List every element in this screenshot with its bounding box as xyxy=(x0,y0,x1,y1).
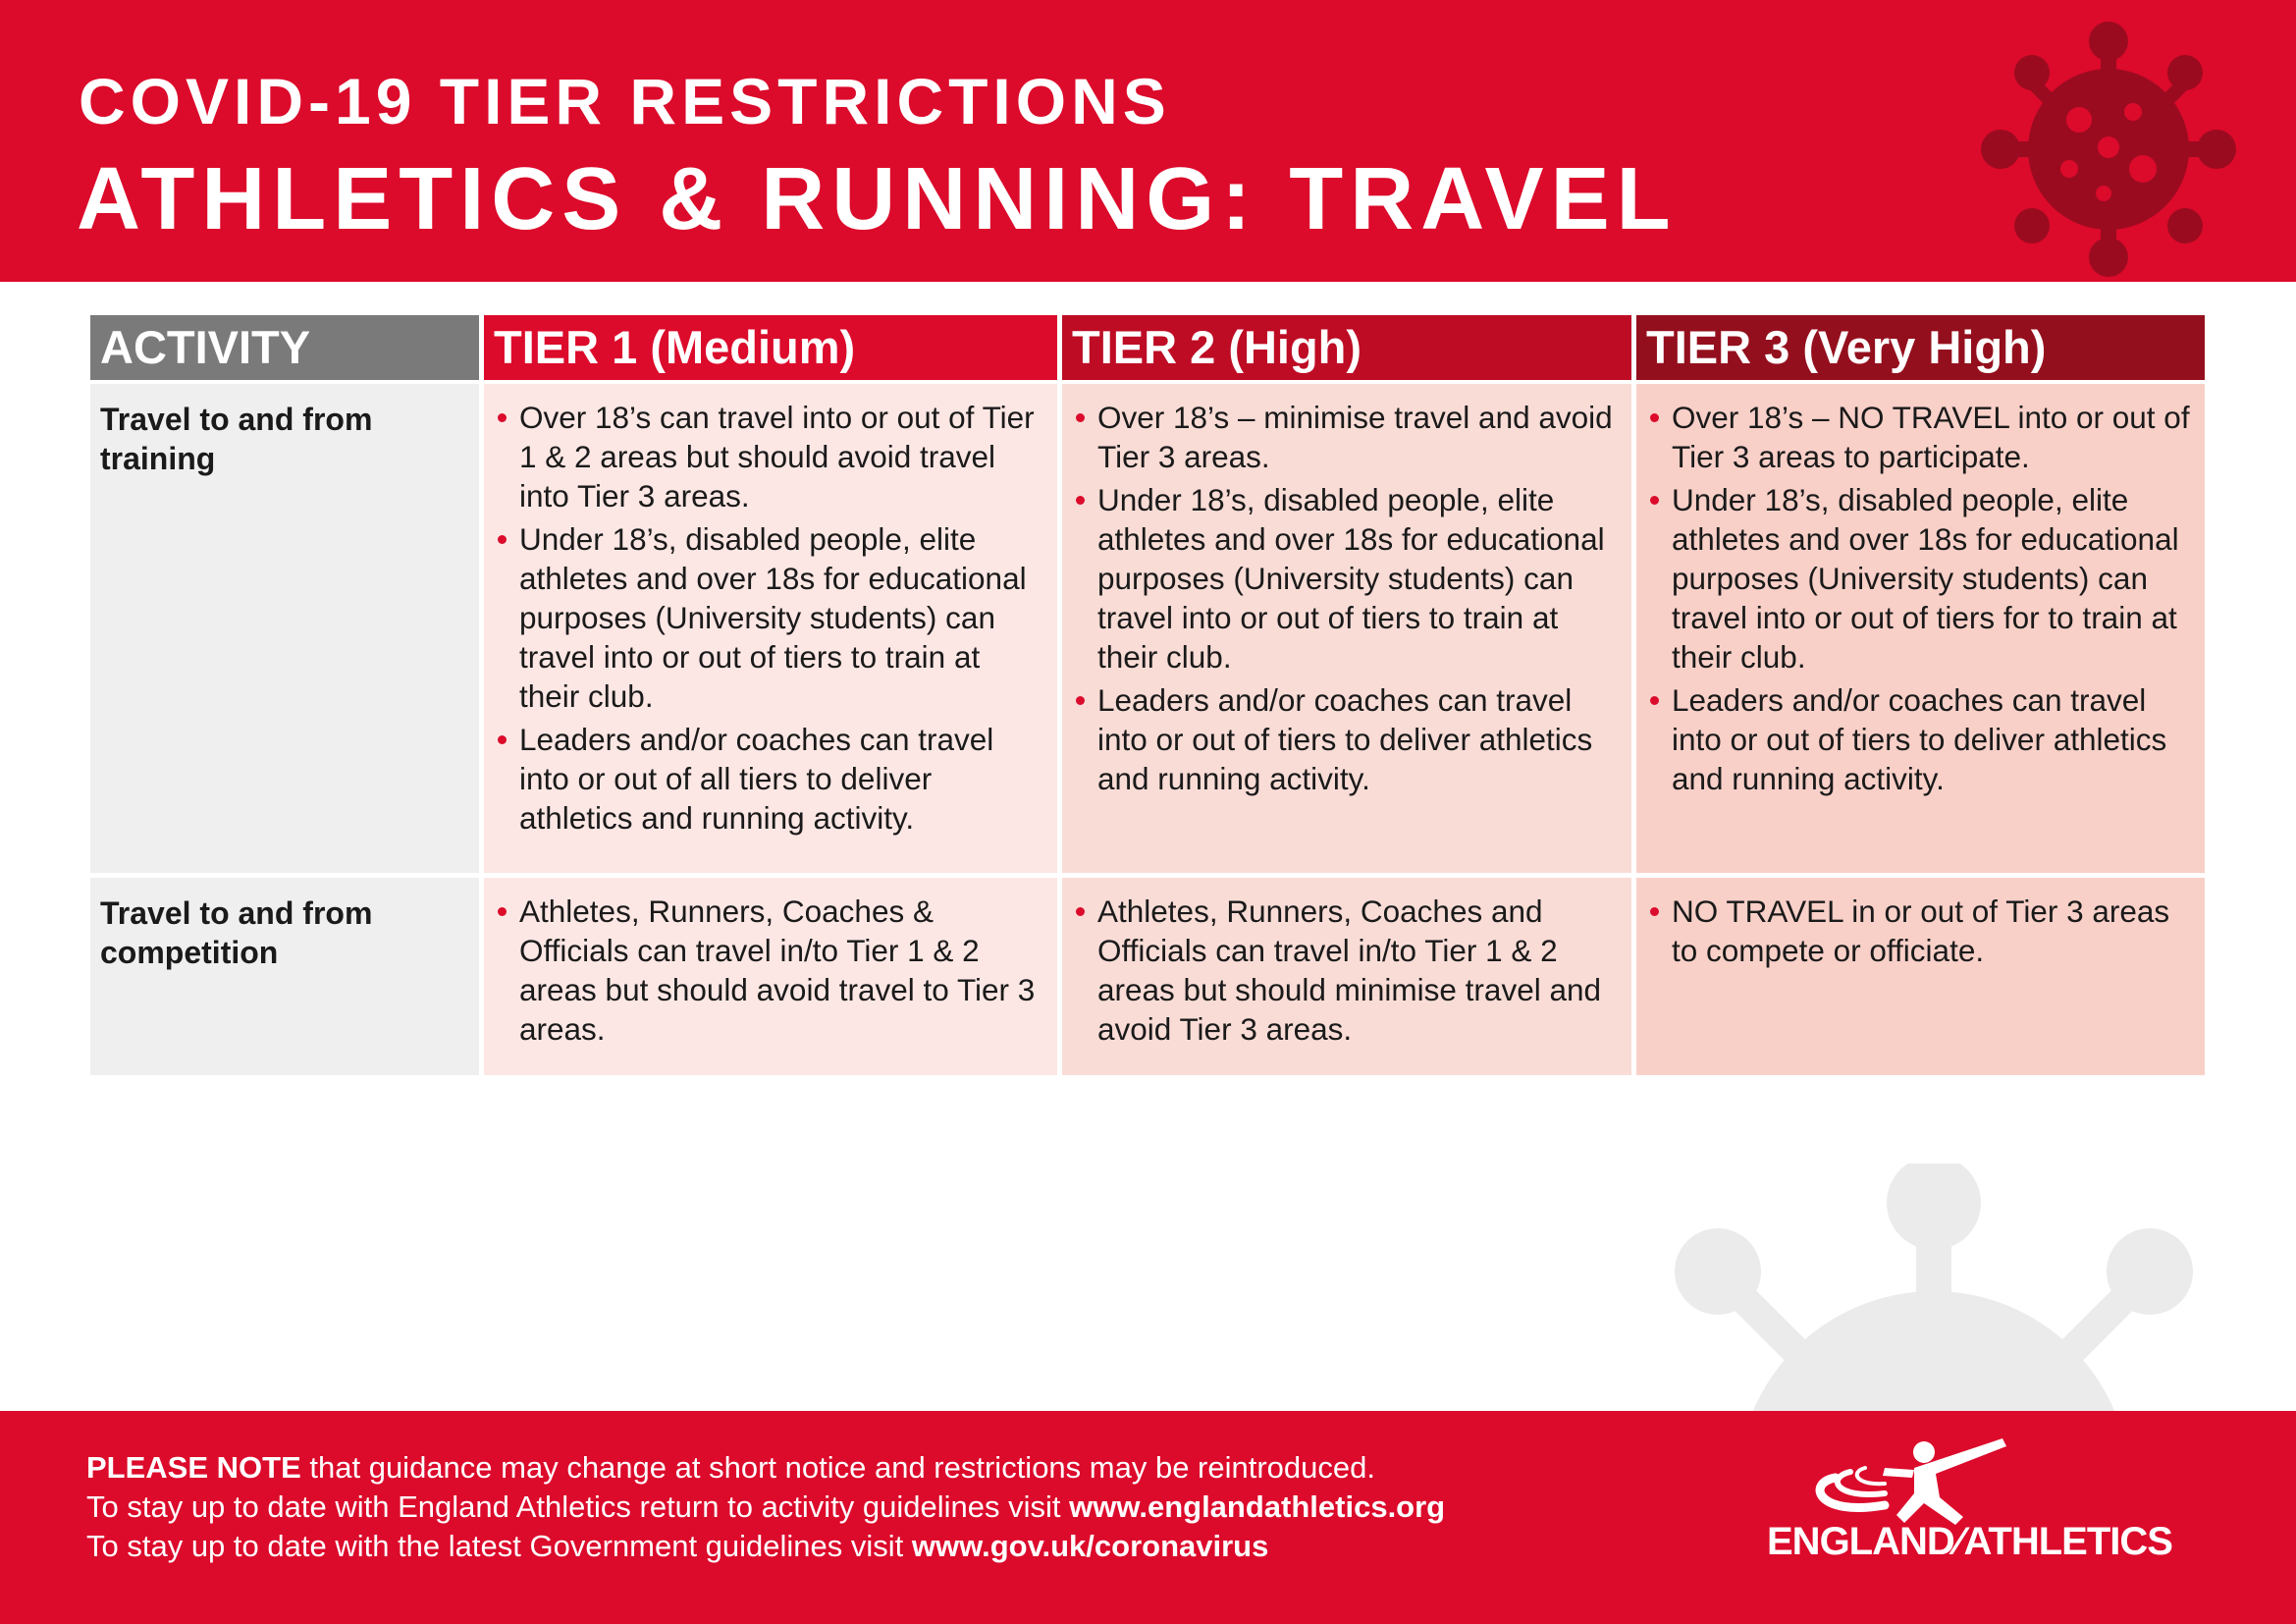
page-title: ATHLETICS & RUNNING: TRAVEL xyxy=(77,150,1678,248)
table-row xyxy=(90,384,2205,873)
logo-word-athletics: ATHLETICS xyxy=(1963,1520,2172,1563)
list-item: Over 18’s – NO TRAVEL into or out of Tier 3 areas to participate. xyxy=(1646,398,2195,476)
list-item: Athletes, Runners, Coaches & Officials can travel in/to Tier 1 & 2 areas but should avoid travel to Tier 3 areas. xyxy=(494,892,1047,1049)
list-item: Leaders and/or coaches can travel into or out of tiers to deliver athletics and running activity. xyxy=(1072,680,1622,798)
list-item: Under 18’s, disabled people, elite athletes and over 18s for educational purposes (University students) can travel into or out of tiers to train at their club. xyxy=(494,519,1047,716)
header-banner xyxy=(0,0,2296,282)
list-item: Leaders and/or coaches can travel into or out of tiers to deliver athletics and running activity. xyxy=(1646,680,2195,798)
header-tier-3: TIER 3 (Very High) xyxy=(1636,315,2205,380)
header-tier-1: TIER 1 (Medium) xyxy=(484,315,1057,380)
england-athletics-logo xyxy=(1767,1429,2199,1576)
logo-divider: ⁄ xyxy=(1955,1520,1962,1563)
list-item: Over 18’s can travel into or out of Tier 1 & 2 areas but should avoid travel into Tier 3 areas. xyxy=(494,398,1047,515)
footer-line-1 xyxy=(86,1448,1445,1488)
footer-note xyxy=(86,1448,1445,1566)
table-header-row xyxy=(90,315,2205,380)
footer-line-2 xyxy=(86,1488,1445,1527)
footer-line-3 xyxy=(86,1527,1445,1566)
list-item: Leaders and/or coaches can travel into or out of all tiers to deliver athletics and running activity. xyxy=(494,720,1047,838)
header-tier-2: TIER 2 (High) xyxy=(1062,315,1631,380)
activity-label: Travel to and from competition xyxy=(90,878,479,1075)
table-row xyxy=(90,878,2205,1075)
footer-text: To stay up to date with England Athletics return to activity guidelines visit xyxy=(86,1489,1070,1524)
activity-label: Travel to and from training xyxy=(90,384,479,873)
tier-1-cell xyxy=(484,878,1057,1075)
virus-icon xyxy=(1981,22,2236,277)
tier-3-cell xyxy=(1636,384,2205,873)
tier-2-cell xyxy=(1062,384,1631,873)
note-bold: PLEASE NOTE xyxy=(86,1450,301,1485)
gov-coronavirus-link[interactable]: www.gov.uk/coronavirus xyxy=(911,1529,1269,1563)
englandathletics-link[interactable]: www.englandathletics.org xyxy=(1069,1489,1446,1524)
tier-2-cell xyxy=(1062,878,1631,1075)
list-item: NO TRAVEL in or out of Tier 3 areas to compete or officiate. xyxy=(1646,892,2195,970)
list-item: Athletes, Runners, Coaches and Officials can travel in/to Tier 1 & 2 areas but should minimise travel and avoid Tier 3 areas. xyxy=(1072,892,1622,1049)
tier-3-cell xyxy=(1636,878,2205,1075)
logo-word-england: ENGLAND xyxy=(1767,1520,1954,1563)
tier-restrictions-table xyxy=(90,315,2205,1080)
list-item: Over 18’s – minimise travel and avoid Tier 3 areas. xyxy=(1072,398,1622,476)
note-text: that guidance may change at short notice and restrictions may be reintroduced. xyxy=(300,1450,1375,1485)
england-athletics-logo-mark xyxy=(1767,1429,2199,1527)
footer-text: To stay up to date with the latest Government guidelines visit xyxy=(86,1529,912,1563)
tier-1-cell xyxy=(484,384,1057,873)
page-subtitle: COVID-19 TIER RESTRICTIONS xyxy=(79,65,1171,137)
logo-wordmark xyxy=(1767,1522,2172,1561)
header-activity: ACTIVITY xyxy=(90,315,479,380)
list-item: Under 18’s, disabled people, elite athletes and over 18s for educational purposes (University students) can travel into or out of tiers for to train at their club. xyxy=(1646,480,2195,677)
list-item: Under 18’s, disabled people, elite athletes and over 18s for educational purposes (University students) can travel into or out of tiers to train at their club. xyxy=(1072,480,1622,677)
